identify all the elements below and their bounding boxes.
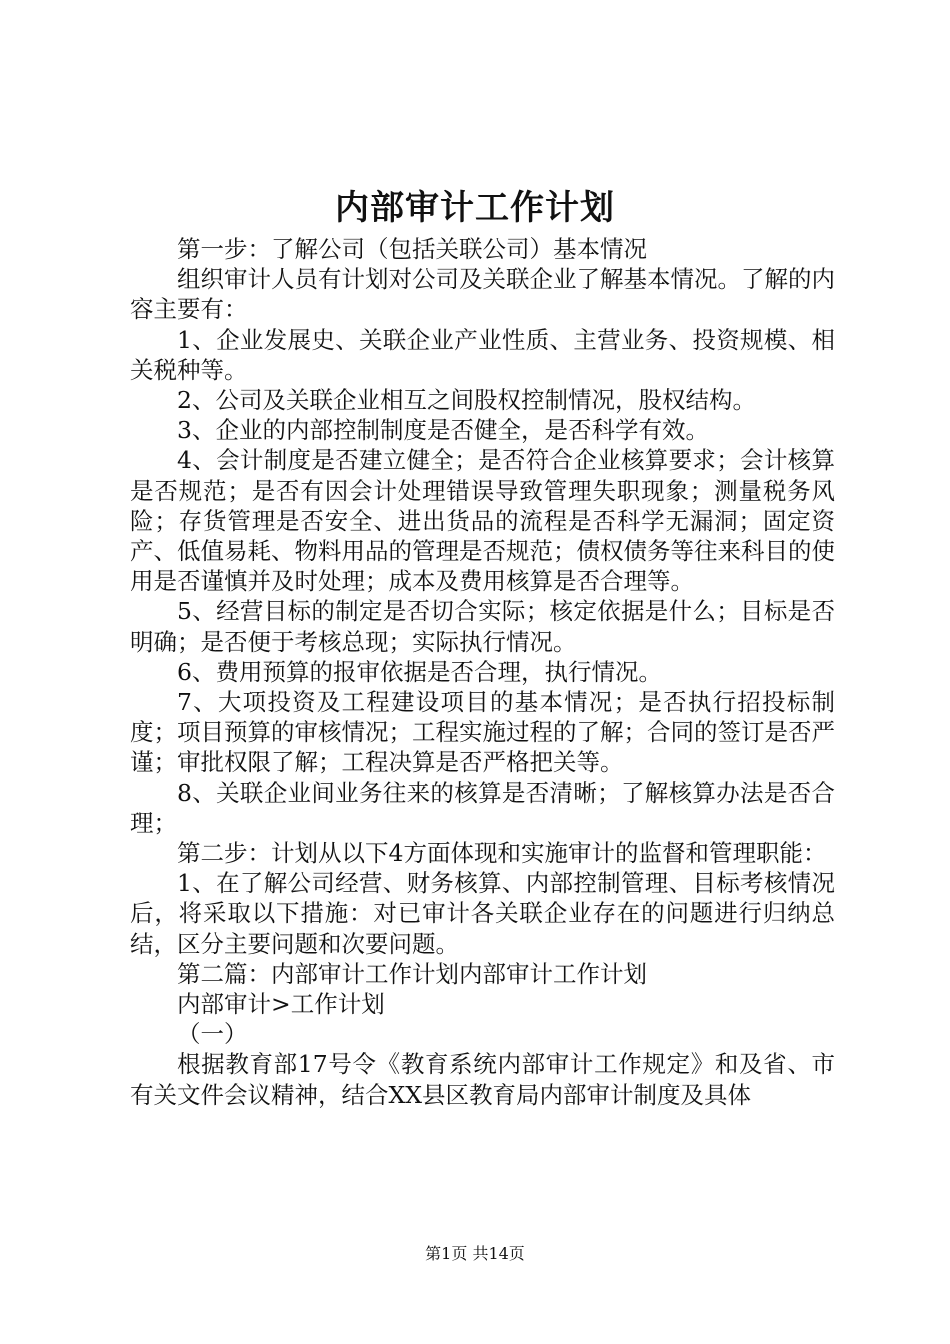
document-body	[130, 234, 835, 1110]
paragraph: （一）	[177, 1020, 248, 1049]
page-number-footer: 第1页 共14页	[425, 1244, 525, 1263]
paragraph: 1、企业发展史、关联企业产业性质、主营业务、投资规模、相关税种等。	[130, 325, 835, 384]
paragraph: 3、企业的内部控制制度是否健全，是否科学有效。	[177, 416, 709, 445]
paragraph: 5、经营目标的制定是否切合实际；核定依据是什么；目标是否明确；是否便于考核总现；实际执行情况。	[130, 597, 835, 656]
document-title: 内部审计工作计划	[335, 188, 615, 228]
paragraph: 6、费用预算的报审依据是否合理，执行情况。	[177, 657, 662, 686]
paragraph: 1、在了解公司经营、财务核算、内部控制管理、目标考核情况后，将采取以下措施：对已审计各关联企业存在的问题进行归纳总结，区分主要问题和次要问题。	[130, 869, 835, 958]
paragraph: 4、会计制度是否建立健全；是否符合企业核算要求；会计核算是否规范；是否有因会计处理错误导致管理失职现象；测量税务风险；存货管理是否安全、进出货品的流程是否科学无漏洞；固定资产、低值易耗、物料用品的管理是否规范；债权债务等往来科目的使用是否谨慎并及时处理；成本及费用核算是否合理等。	[130, 446, 835, 596]
paragraph: 组织审计人员有计划对公司及关联企业了解基本情况。了解的内容主要有：	[130, 265, 835, 324]
paragraph: 7、大项投资及工程建设项目的基本情况；是否执行招投标制度；项目预算的审核情况；工程实施过程的了解；合同的签订是否严谨；审批权限了解；工程决算是否严格把关等。	[130, 688, 835, 777]
paragraph: 根据教育部17号令《教育系统内部审计工作规定》和及省、市有关文件会议精神，结合XX县区教育局内部审计制度及具体	[130, 1050, 835, 1109]
paragraph: 2、公司及关联企业相互之间股权控制情况，股权结构。	[177, 386, 756, 415]
paragraph: 内部审计>工作计划	[177, 990, 385, 1019]
paragraph: 第二篇：内部审计工作计划内部审计工作计划	[177, 959, 647, 988]
paragraph: 8、关联企业间业务往来的核算是否清晰；了解核算办法是否合理；	[130, 778, 835, 837]
paragraph: 第一步：了解公司（包括关联公司）基本情况	[177, 235, 647, 263]
paragraph: 第二步：计划从以下4方面体现和实施审计的监督和管理职能：	[177, 839, 827, 868]
